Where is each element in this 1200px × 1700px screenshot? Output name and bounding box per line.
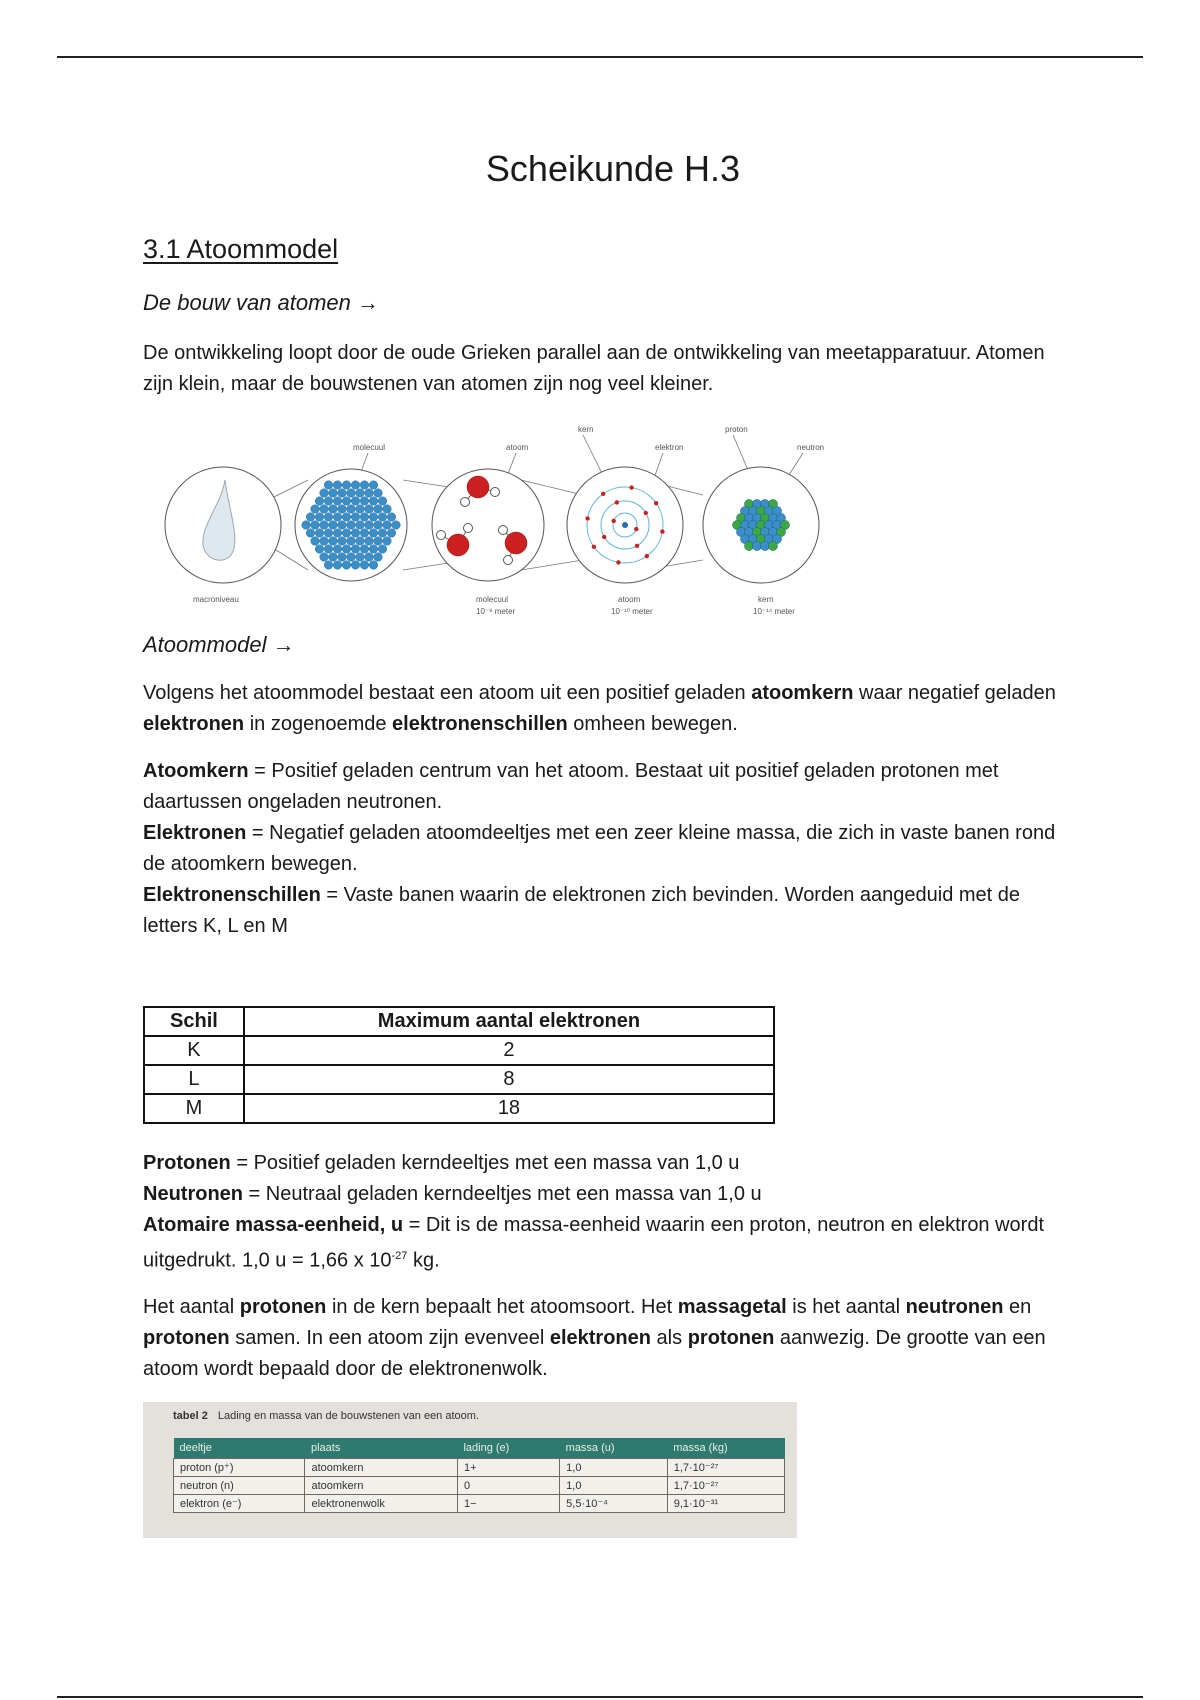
electron-dot bbox=[645, 554, 649, 558]
model-paragraph: Volgens het atoommodel bestaat een atoom uit een positief geladen atoomkern waar negatief geladen elektronen in zogenoemde elektronenschillen omheen bewegen. bbox=[143, 682, 1056, 735]
water-molecule-dot bbox=[365, 553, 374, 562]
label-kern-bottom: kern bbox=[758, 595, 774, 604]
section-heading: 3.1 Atoommodel bbox=[143, 234, 339, 264]
water-molecule-dot bbox=[342, 545, 351, 554]
electron-dot bbox=[601, 492, 605, 496]
water-molecule-dot bbox=[324, 481, 333, 490]
water-molecule-dot bbox=[338, 505, 347, 514]
electron-dot bbox=[616, 560, 620, 564]
water-molecule-dot bbox=[333, 561, 342, 570]
water-molecule-dot bbox=[365, 537, 374, 546]
photo-caption: tabel 2 Lading en massa van de bouwstenen van een atoom. bbox=[173, 1410, 479, 1422]
water-molecule-dot bbox=[374, 505, 383, 514]
water-molecule-dot bbox=[360, 481, 369, 490]
water-molecule-dot bbox=[360, 513, 369, 522]
water-molecule-dot bbox=[342, 513, 351, 522]
definition-protonen: Protonen = Positief geladen kerndeeltjes met een massa van 1,0 u bbox=[143, 1152, 740, 1174]
water-molecule-dot bbox=[311, 505, 320, 514]
water-molecule-dot bbox=[329, 489, 338, 498]
water-molecule-dot bbox=[324, 561, 333, 570]
intro-paragraph: De ontwikkeling loopt door de oude Grieken parallel aan de ontwikkeling van meetapparatuur. Atomen zijn klein, maar de bouwstenen van atomen zijn nog veel kleiner. bbox=[143, 342, 1045, 395]
definition-massa-eenheid: Atomaire massa-eenheid, u = Dit is de massa-eenheid waarin een proton, neutron en elektron wordt uitgedrukt. 1,0 u = 1,66 x $10^{-27}$ kg. bbox=[143, 1214, 1045, 1272]
water-molecule-dot bbox=[383, 521, 392, 530]
water-molecule-dot bbox=[356, 553, 365, 562]
label-kern-size: 10⁻¹⁴ meter bbox=[753, 607, 795, 616]
water-molecule-dot bbox=[356, 505, 365, 514]
water-molecule-dot bbox=[378, 497, 387, 506]
table-row: K 2 bbox=[144, 1036, 774, 1065]
label-molecuul-bottom: molecuul bbox=[476, 595, 509, 604]
water-molecule-dot bbox=[333, 513, 342, 522]
water-molecule-dot bbox=[387, 513, 396, 522]
label-neutron: neutron bbox=[797, 443, 825, 452]
nucleon-dot bbox=[768, 541, 777, 550]
water-molecule-dot bbox=[387, 529, 396, 538]
label-molecuul-size: 10⁻⁹ meter bbox=[476, 607, 516, 616]
water-molecule-dot bbox=[315, 497, 324, 506]
water-molecule-dot bbox=[324, 529, 333, 538]
water-molecule-dot bbox=[338, 521, 347, 530]
label-atoom-bottom: atoom bbox=[618, 595, 641, 604]
water-molecule-dot bbox=[369, 513, 378, 522]
water-molecule-dot bbox=[369, 497, 378, 506]
electron-dot bbox=[644, 511, 648, 515]
water-molecule-dot bbox=[351, 497, 360, 506]
definitions bbox=[143, 756, 1063, 942]
water-molecule-dot bbox=[329, 537, 338, 546]
water-molecule-dot bbox=[311, 537, 320, 546]
water-molecule-dot bbox=[333, 497, 342, 506]
electron-dot bbox=[602, 535, 606, 539]
atom-scale-figure bbox=[143, 420, 833, 630]
electron-dot bbox=[634, 527, 638, 531]
water-molecule-dot bbox=[369, 481, 378, 490]
summary-paragraph: Het aantal protonen in de kern bepaalt het atoomsoort. Het massagetal is het aantal neutronen en protonen samen. In een atoom zijn evenveel elektronen als protonen aanwezig. De grootte van een atoom wordt bepaald door de elektronenwolk. bbox=[143, 1296, 1046, 1380]
table-row: L 8 bbox=[144, 1065, 774, 1094]
photo-table: deeltje plaats lading (e) massa (u) massa (kg) proton (p⁺) atoomkern 1+ 1,0 1,7·10⁻²⁷ neutron (n) atoomkern 0 1,0 1,7·10⁻²⁷ elektron (e⁻) elektronenwolk 1− 5,5·10⁻⁴ 9,1·10⁻³¹ bbox=[173, 1438, 785, 1513]
water-molecule-dot bbox=[324, 545, 333, 554]
water-molecule-dot bbox=[351, 545, 360, 554]
particle-definitions bbox=[143, 1148, 1063, 1277]
water-molecule-dot bbox=[374, 489, 383, 498]
water-molecule-dot bbox=[347, 553, 356, 562]
subheading-atoommodel: Atoommodel → bbox=[143, 632, 295, 657]
water-molecule-dot bbox=[333, 529, 342, 538]
water-molecule-dot bbox=[329, 505, 338, 514]
water-molecule-dot bbox=[315, 529, 324, 538]
water-molecule-dot bbox=[365, 489, 374, 498]
electron-dot bbox=[615, 500, 619, 504]
water-molecule-dot bbox=[369, 545, 378, 554]
water-molecule-dot bbox=[338, 489, 347, 498]
bottom-rule bbox=[57, 1696, 1143, 1698]
water-molecule-dot bbox=[306, 513, 315, 522]
table-row: neutron (n) atoomkern 0 1,0 1,7·10⁻²⁷ bbox=[174, 1477, 785, 1495]
water-molecule-dot bbox=[302, 521, 311, 530]
water-molecule-dot bbox=[356, 489, 365, 498]
definition-elektronenschillen: Elektronenschillen = Vaste banen waarin de elektronen zich bevinden. Worden aangeduid met de letters K, L en M bbox=[143, 884, 1021, 937]
textbook-table-photo bbox=[143, 1402, 797, 1538]
water-molecule-dot bbox=[347, 537, 356, 546]
shell-table bbox=[143, 1006, 775, 1124]
water-molecule-dot bbox=[356, 537, 365, 546]
label-macroniveau: macroniveau bbox=[193, 595, 239, 604]
water-molecule-dot bbox=[342, 481, 351, 490]
table-row: proton (p⁺) atoomkern 1+ 1,0 1,7·10⁻²⁷ bbox=[174, 1459, 785, 1477]
electron-dot bbox=[635, 544, 639, 548]
water-molecule-dot bbox=[365, 505, 374, 514]
water-molecule-dot bbox=[311, 521, 320, 530]
water-molecule-dot bbox=[320, 553, 329, 562]
label-kern: kern bbox=[578, 425, 594, 434]
water-molecule-dot bbox=[347, 489, 356, 498]
page-title: Scheikunde H.3 bbox=[485, 148, 741, 189]
water-molecule-dot bbox=[374, 537, 383, 546]
definition-neutronen: Neutronen = Neutraal geladen kerndeeltjes met een massa van 1,0 u bbox=[143, 1183, 762, 1205]
shell-table-header: Maximum aantal elektronen bbox=[244, 1007, 774, 1036]
water-molecule-dot bbox=[320, 489, 329, 498]
table-row: elektron (e⁻) elektronenwolk 1− 5,5·10⁻⁴ 9,1·10⁻³¹ bbox=[174, 1495, 785, 1513]
electron-dot bbox=[612, 519, 616, 523]
water-molecule-dot bbox=[320, 521, 329, 530]
shell-table-header: Schil bbox=[144, 1007, 244, 1036]
label-molecuul: molecuul bbox=[353, 443, 386, 452]
water-molecule-dot bbox=[342, 497, 351, 506]
electron-dot bbox=[660, 529, 664, 533]
water-molecule-dot bbox=[369, 561, 378, 570]
water-molecule-dot bbox=[351, 561, 360, 570]
water-molecule-dot bbox=[378, 513, 387, 522]
electron-dot bbox=[592, 545, 596, 549]
water-molecule-dot bbox=[347, 505, 356, 514]
water-molecule-dot bbox=[320, 505, 329, 514]
water-molecule-dot bbox=[333, 545, 342, 554]
water-molecule-dot bbox=[338, 537, 347, 546]
water-molecule-dot bbox=[360, 497, 369, 506]
water-molecule-dot bbox=[342, 561, 351, 570]
water-molecule-dot bbox=[360, 545, 369, 554]
water-molecule-dot bbox=[360, 529, 369, 538]
definition-elektronen: Elektronen = Negatief geladen atoomdeeltjes met een zeer kleine massa, die zich in vaste banen rond de atoomkern bewegen. bbox=[143, 822, 1056, 875]
subheading-bouw: De bouw van atomen → bbox=[143, 290, 380, 315]
water-molecule-dot bbox=[351, 513, 360, 522]
water-molecule-dot bbox=[351, 481, 360, 490]
water-molecule-dot bbox=[320, 537, 329, 546]
top-rule bbox=[57, 56, 1143, 58]
electron-dot bbox=[585, 516, 589, 520]
water-molecule-dot bbox=[306, 529, 315, 538]
water-molecule-dot bbox=[333, 481, 342, 490]
water-molecule-dot bbox=[342, 529, 351, 538]
water-molecule-dot bbox=[392, 521, 401, 530]
water-molecule-dot bbox=[369, 529, 378, 538]
label-atoom: atoom bbox=[506, 443, 529, 452]
water-molecule-dot bbox=[329, 553, 338, 562]
water-molecule-dot bbox=[315, 513, 324, 522]
table-row: M 18 bbox=[144, 1094, 774, 1123]
water-molecule-dot bbox=[315, 545, 324, 554]
water-molecule-dot bbox=[383, 537, 392, 546]
water-molecule-dot bbox=[347, 521, 356, 530]
water-molecule-dot bbox=[338, 553, 347, 562]
water-molecule-dot bbox=[365, 521, 374, 530]
water-molecule-dot bbox=[324, 497, 333, 506]
electron-dot bbox=[654, 501, 658, 505]
electron-dot bbox=[629, 485, 633, 489]
water-molecule-dot bbox=[383, 505, 392, 514]
water-molecule-dot bbox=[324, 513, 333, 522]
water-molecule-dot bbox=[378, 545, 387, 554]
water-molecule-dot bbox=[356, 521, 365, 530]
water-molecule-dot bbox=[351, 529, 360, 538]
label-elektron: elektron bbox=[655, 443, 684, 452]
water-molecule-dot bbox=[329, 521, 338, 530]
water-molecule-dot bbox=[374, 521, 383, 530]
label-proton: proton bbox=[725, 425, 748, 434]
water-molecule-dot bbox=[378, 529, 387, 538]
water-molecule-dot bbox=[374, 553, 383, 562]
label-atoom-size: 10⁻¹⁰ meter bbox=[611, 607, 653, 616]
definition-atoomkern: Atoomkern = Positief geladen centrum van het atoom. Bestaat uit positief geladen protonen met daartussen ongeladen neutronen. bbox=[143, 760, 999, 813]
water-molecule-dot bbox=[360, 561, 369, 570]
